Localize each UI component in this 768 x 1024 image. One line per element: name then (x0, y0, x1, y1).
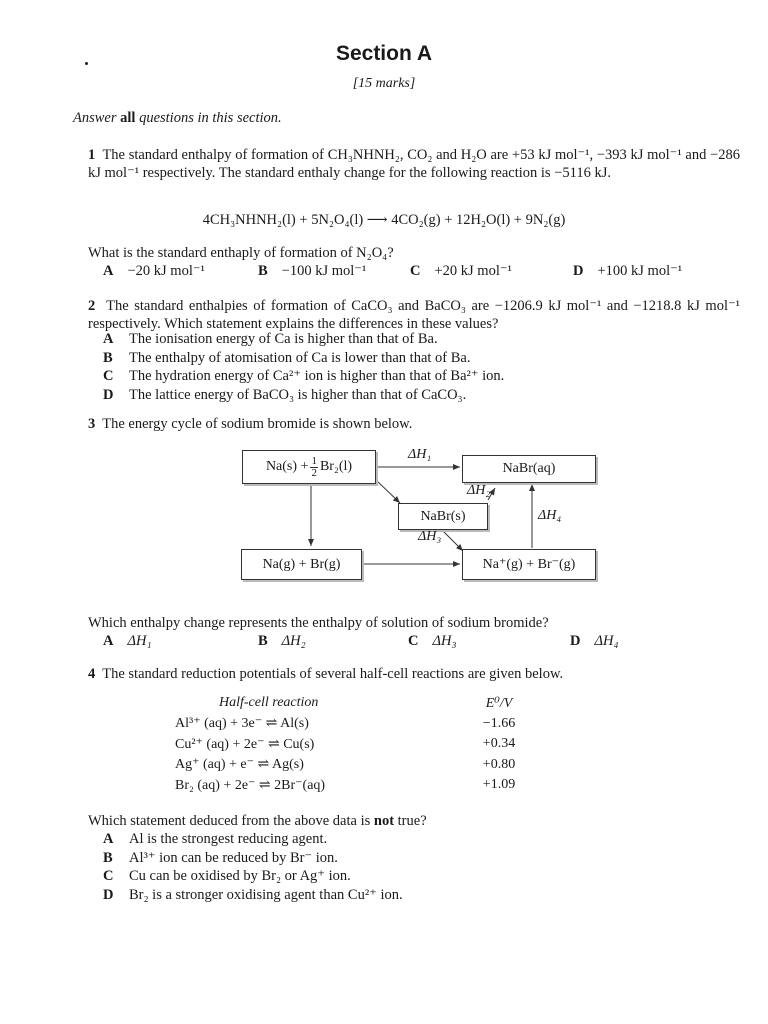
q4-option-d[interactable]: D Br₂ is a stronger oxidising agent than Cu²⁺ ion. (103, 886, 403, 903)
q4-stem: 4 The standard reduction potentials of several half-cell reactions are given below. (88, 666, 564, 682)
reaction-cell: Br₂ (aq) + 2e⁻ ⇌ 2Br⁻(aq) (175, 777, 326, 793)
box-nabr-s: NaBr(s) (398, 503, 488, 530)
q3-option-c[interactable]: C ΔH₃ (408, 633, 457, 649)
q1-option-b[interactable]: B −100 kJ mol⁻¹ (258, 263, 367, 279)
q4-option-a[interactable]: A Al is the strongest reducing agent. (103, 831, 328, 847)
q2-stem: 2 The standard enthalpies of formation of CaCO₃ and BaCO₃ are −1206.9 kJ mol⁻¹ and −1218.8 kJ mol⁻¹ respectively. Which statement explains the differences in these values? (88, 298, 740, 332)
q1-stem: 1 The standard enthalpy of formation of CH₃NHNH₂, CO₂ and H₂O are +53 kJ mol⁻¹, −393 kJ mol⁻¹ and −286 kJ mol⁻¹ respectively. The standard enthaly change for the following reaction is −5116 kJ. (88, 147, 740, 181)
label-dh1: ΔH₁ (408, 447, 432, 462)
q4-options (103, 830, 723, 904)
q4-question: Which statement deduced from the above data is not true? (88, 813, 427, 829)
q1-question: What is the standard enthaply of formation of N₂O₄? (88, 245, 394, 261)
q1-option-c[interactable]: C +20 kJ mol⁻¹ (410, 263, 512, 279)
instructions: Answer all questions in this section. (73, 110, 282, 126)
section-marks: [15 marks] (352, 76, 416, 91)
q3-question: Which enthalpy change represents the enthalpy of solution of sodium bromide? (88, 615, 549, 631)
header-potential: E⁰/V (485, 695, 513, 711)
q2-option-c[interactable]: C The hydration energy of Ca²⁺ ion is higher than that of Ba²⁺ ion. (103, 368, 505, 384)
potential-cell: +0.34 (482, 736, 516, 752)
table-row (175, 775, 529, 796)
q4-option-c[interactable]: C Cu can be oxidised by Br₂ or Ag⁺ ion. (103, 868, 351, 884)
box-na-g-br-g: Na(g) + Br(g) (241, 549, 362, 580)
arrow-to-nabr-s (378, 482, 400, 503)
label-dh2: ΔH₂ (467, 483, 491, 498)
table-row (175, 755, 529, 776)
q1-option-d[interactable]: D +100 kJ mol⁻¹ (573, 263, 683, 279)
q2-option-a[interactable]: A The ionisation energy of Ca is higher than that of Ba. (103, 331, 438, 347)
half-cell-table (175, 693, 529, 796)
reaction-cell: Ag⁺ (aq) + e⁻ ⇌ Ag(s) (175, 757, 304, 773)
reaction-cell: Cu²⁺ (aq) + 2e⁻ ⇌ Cu(s) (175, 736, 315, 752)
box-nabr-aq: NaBr(aq) (462, 455, 596, 483)
q1-equation: 4CH₃NHNH₂(l) + 5N₂O₄(l) ⟶ 4CO₂(g) + 12H₂O(l) + 9N₂(g) (202, 212, 566, 228)
header-reaction: Half-cell reaction (219, 695, 319, 711)
frac-denominator: 2 (311, 466, 317, 479)
q3-options (103, 633, 703, 653)
table-row (175, 714, 529, 735)
q3-option-b[interactable]: B ΔH₂ (258, 633, 306, 649)
label-dh4: ΔH₄ (538, 508, 562, 523)
q2-option-b[interactable]: B The enthalpy of atomisation of Ca is lower than that of Ba. (103, 349, 471, 366)
q3-stem: 3 The energy cycle of sodium bromide is shown below. (88, 416, 413, 432)
box-ions-g: Na⁺(g) + Br⁻(g) (462, 549, 596, 580)
box-na-s-br2-l: Na(s) + $\frac{1}{2}$ Br₂(l) (242, 450, 376, 484)
potential-cell: +1.09 (482, 777, 516, 793)
potential-cell: −1.66 (482, 715, 516, 731)
potential-cell: +0.80 (482, 756, 516, 772)
section-title: Section A (335, 42, 433, 65)
reaction-cell: Al³⁺ (aq) + 3e⁻ ⇌ Al(s) (175, 716, 309, 732)
q2-option-d[interactable]: D The lattice energy of BaCO₃ is higher than that of CaCO₃. (103, 386, 467, 403)
frac-numerator: 1 (311, 454, 317, 467)
q1-option-a[interactable]: A −20 kJ mol⁻¹ (103, 263, 205, 279)
table-header-row (175, 693, 529, 714)
arrow-dh3 (443, 531, 463, 551)
q3-option-d[interactable]: D ΔH₄ (570, 633, 619, 649)
q3-option-a[interactable]: A ΔH₁ (103, 633, 152, 649)
q4-option-b[interactable]: B Al³⁺ ion can be reduced by Br⁻ ion. (103, 849, 338, 866)
table-row (175, 734, 529, 755)
label-dh3: ΔH₃ (418, 529, 442, 544)
